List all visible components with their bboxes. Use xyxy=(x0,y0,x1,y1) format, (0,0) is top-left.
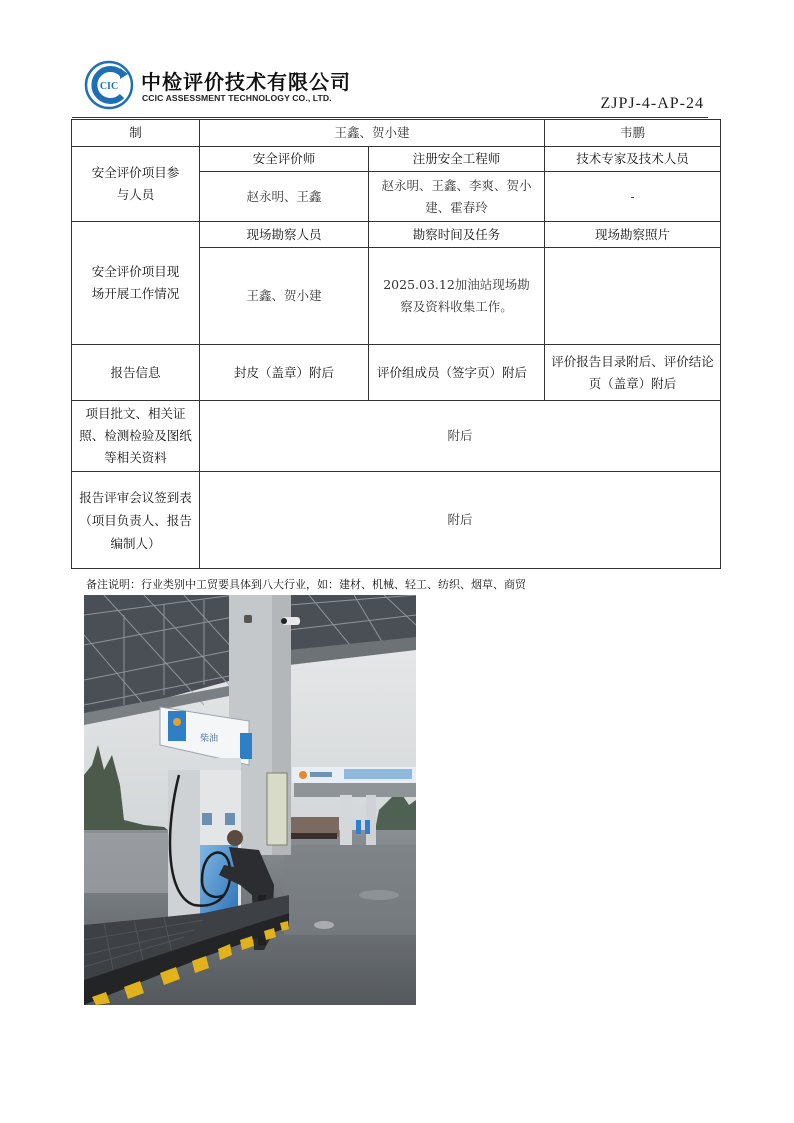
participants-label: 安全评价项目参与人员 xyxy=(72,147,200,222)
reviewer-value: 韦鹏 xyxy=(545,120,721,147)
header-divider xyxy=(72,117,708,118)
approvals-label: 项目批文、相关证照、检测检验及图纸等相关资料 xyxy=(72,401,200,472)
remark-note: 备注说明：行业类别中工贸要具体到八大行业，如：建材、机械、轻工、纺织、烟草、商贸 xyxy=(86,578,526,591)
header-site-photos: 现场勘察照片 xyxy=(545,222,721,248)
header-site-surveyors: 现场勘察人员 xyxy=(200,222,369,248)
header-survey-time-task: 勘察时间及任务 xyxy=(369,222,545,248)
table-row-report-info xyxy=(72,345,721,401)
header-safety-assessor: 安全评价师 xyxy=(200,147,369,172)
cover-value: 封皮（盖章）附后 xyxy=(200,345,369,401)
diesel-sign-text: 柴油 xyxy=(199,734,219,744)
compile-label: 制 xyxy=(72,120,200,147)
gas-station-photo-illustration xyxy=(84,595,416,1005)
table-row-participants-header xyxy=(72,147,721,172)
ccic-logo-icon xyxy=(84,60,134,110)
project-info-table xyxy=(71,119,721,569)
registered-engineer-value: 赵永明、王鑫、李爽、贺小建、霍春玲 xyxy=(369,172,545,222)
site-work-label: 安全评价项目现场开展工作情况 xyxy=(72,222,200,345)
table-row-site-header xyxy=(72,222,721,248)
site-photos-value xyxy=(545,248,721,345)
survey-time-task-value: 2025.03.12加油站现场勘察及资料收集工作。 xyxy=(369,248,545,345)
table-row-review-meeting xyxy=(72,472,721,569)
company-name-en: CCIC ASSESSMENT TECHNOLOGY CO., LTD. xyxy=(142,93,332,103)
table-row-compile xyxy=(72,120,721,147)
review-meeting-label: 报告评审会议签到表（项目负责人、报告编制人） xyxy=(72,472,200,569)
site-survey-photo xyxy=(84,595,416,1005)
team-members-value: 评价组成员（签字页）附后 xyxy=(369,345,545,401)
safety-assessor-value: 赵永明、王鑫 xyxy=(200,172,369,222)
company-name-cn: 中检评价技术有限公司 xyxy=(141,70,351,94)
approvals-value: 附后 xyxy=(200,401,721,472)
site-surveyors-value: 王鑫、贺小建 xyxy=(200,248,369,345)
table-row-approvals xyxy=(72,401,721,472)
report-catalog-value: 评价报告目录附后、评价结论页（盖章）附后 xyxy=(545,345,721,401)
document-code: ZJPJ-4-AP-24 xyxy=(600,95,704,112)
technical-experts-value: - xyxy=(545,172,721,222)
compilers-value: 王鑫、贺小建 xyxy=(200,120,545,147)
svg-text:CIC: CIC xyxy=(99,81,119,92)
header-registered-engineer: 注册安全工程师 xyxy=(369,147,545,172)
review-meeting-value: 附后 xyxy=(200,472,721,569)
header-technical-experts: 技术专家及技术人员 xyxy=(545,147,721,172)
report-info-label: 报告信息 xyxy=(72,345,200,401)
company-logo xyxy=(84,60,354,112)
